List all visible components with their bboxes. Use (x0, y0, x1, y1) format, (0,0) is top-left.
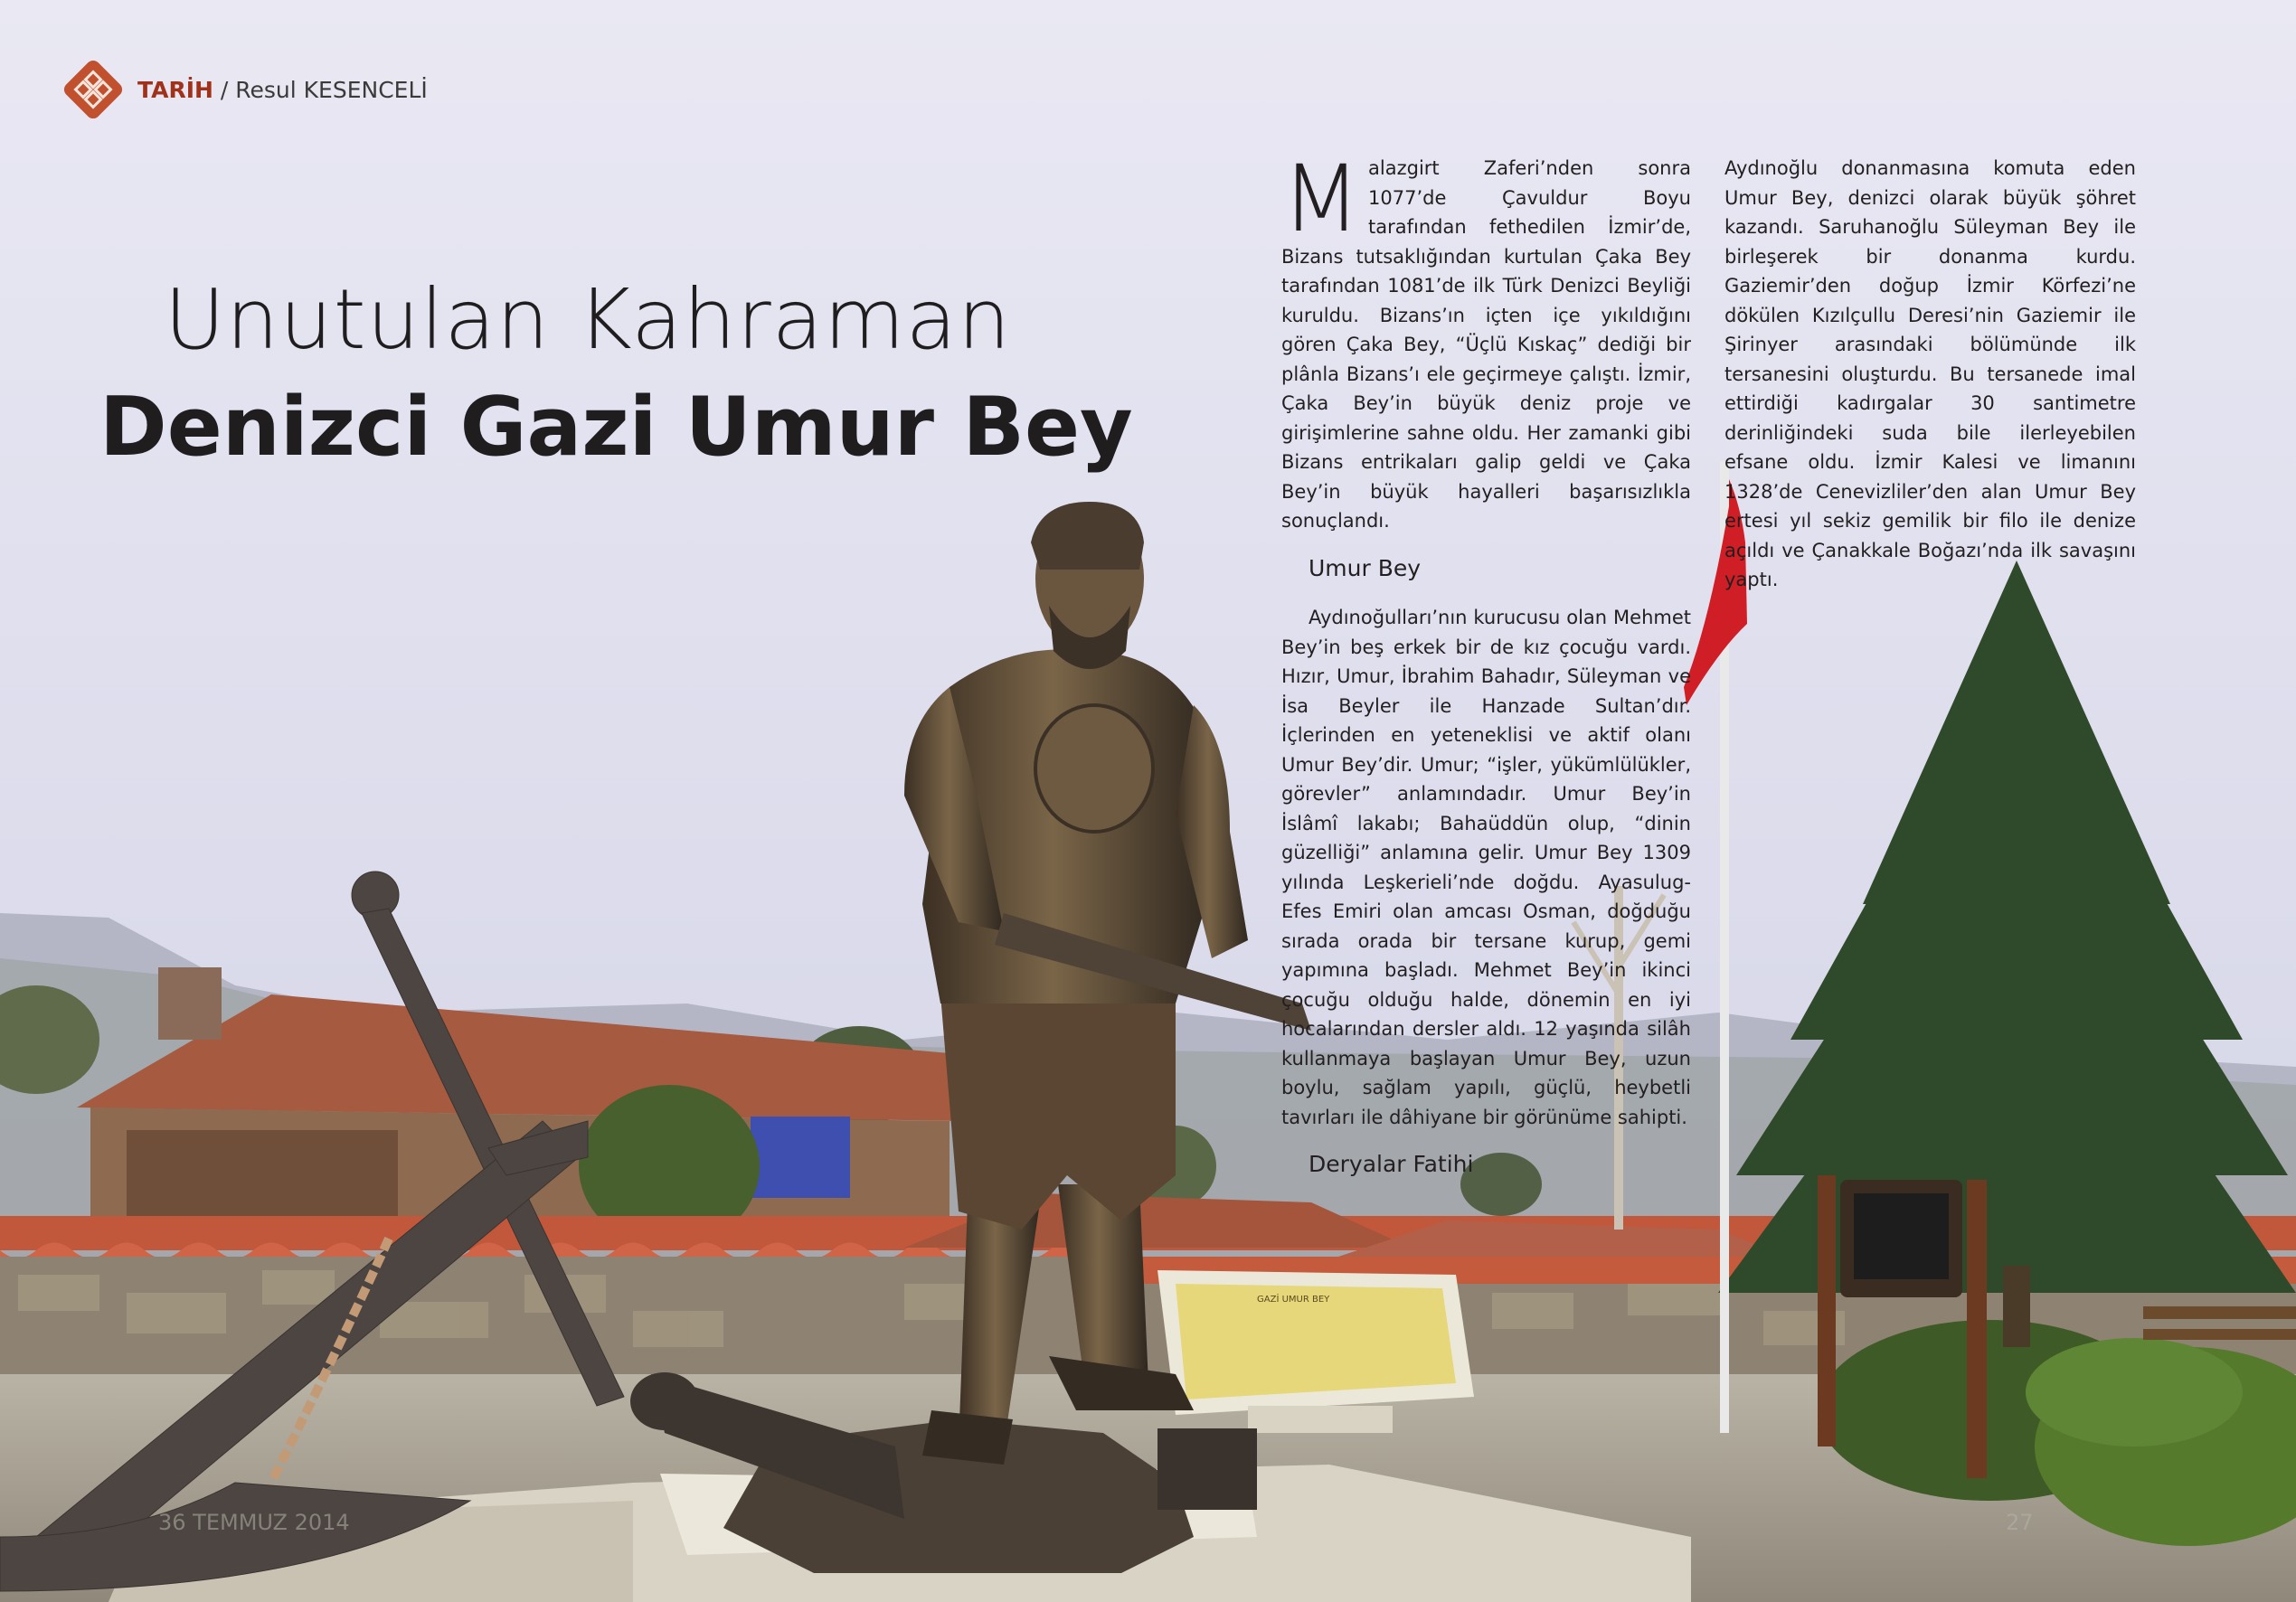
author-name: Resul KESENCELİ (235, 76, 428, 103)
article-title-line2: Denizci Gazi Umur Bey (99, 380, 1133, 475)
intro-text: alazgirt Zaferi’nden sonra 1077’de Çavuldur Boyu tarafından fethedilen İzmir’de, Bizans tutsaklığından kurtulan Çaka Bey tarafından 1081’de ilk Türk Denizci Beyliği kuruldu. Bizans’ın içten içe yıkıldığını gören Çaka Bey, “Üçlü Kıskaç” dediği bir plânla Bizans’ı ele geçirmeye çalıştı. İzmir, Çaka Bey’in büyük deniz proje ve girişimlerine sahne oldu. Her zamanki gibi Bizans entrikaları galip geldi ve Çaka Bey’in büyük hayalleri başarısızlıkla sonuçlandı. (1281, 157, 1691, 532)
diamond-ornament-icon (61, 58, 125, 121)
article-title-line1: Unutulan Kahraman (164, 271, 1012, 368)
header-byline (137, 77, 428, 103)
subheading-umur-bey: Umur Bey (1309, 554, 1422, 581)
page-number-left: 36 TEMMUZ 2014 (158, 1510, 350, 1535)
header-separator: / (213, 76, 236, 103)
page-number-right: 27 (2006, 1510, 2034, 1535)
article-column-1 (1281, 146, 1691, 1200)
body-paragraph-continued: Aydınoğlu donanmasına komuta eden Umur Bey, denizci olarak büyük şöhret kazandı. Saruhanoğlu Süleyman Bey ile birleşerek bir donanma kurdu. Gaziemir’den doğup İzmir Körfezi’ne dökülen Kızılçullu Deresi’nin Gaziemir ile Şirinyer arasındaki bölümünde ilk tersanesini oluşturdu. Bu tersanede imal ettirdiği kadırgalar 30 santimetre derinliğindeki suda bile ilerleyebilen efsane oldu. İzmir Kalesi ve limanını 1328’de Cenevizliler’den alan Umur Bey ertesi yıl sekiz gemilik bir filo ile denize açıldı ve Çanakkale Boğazı’nda ilk savaşını yaptı. (1724, 157, 2136, 590)
drop-cap: M (1281, 146, 1362, 253)
subheading-deryalar-fatihi: Deryalar Fatihi (1309, 1151, 1474, 1177)
section-label: TARİH (137, 76, 213, 103)
plaque-title: GAZİ UMUR BEY (1257, 1295, 1330, 1305)
section-header (61, 58, 428, 121)
intro-paragraph (1281, 146, 1691, 536)
article-column-2 (1724, 154, 2136, 595)
body-paragraph-umur-bey: Aydınoğulları’nın kurucusu olan Mehmet Bey’in beş erkek bir de kız çocuğu vardı. Hızır, Umur, İbrahim Bahadır, Süleyman ve İsa Beyler ile Hanzade Sultan’dır. İçlerinden en yeteneklisi ve aktif olanı Umur Bey’dir. Umur; “işler, yükümlülükler, görevler” anlamındadır. Umur Bey’in İslâmî lakabı; Bahaüddün olup, “dinin güzelliği” anlamına gelir. Umur Bey 1309 yılında Leşkerieli’nde doğdu. Ayasulug-Efes Emiri olan amcası Osman, doğduğu sırada orada bir tersane kurup, gemi yapımına başladı. Mehmet Bey’in ikinci çocuğu olduğu halde, dönemin en iyi hocalarından dersler aldı. 12 yaşında silâh kullanmaya başlayan Umur Bey, uzun boylu, sağlam yapılı, güçlü, heybetli tavırları ile dâhiyane bir görünüme sahipti. (1281, 607, 1691, 1128)
